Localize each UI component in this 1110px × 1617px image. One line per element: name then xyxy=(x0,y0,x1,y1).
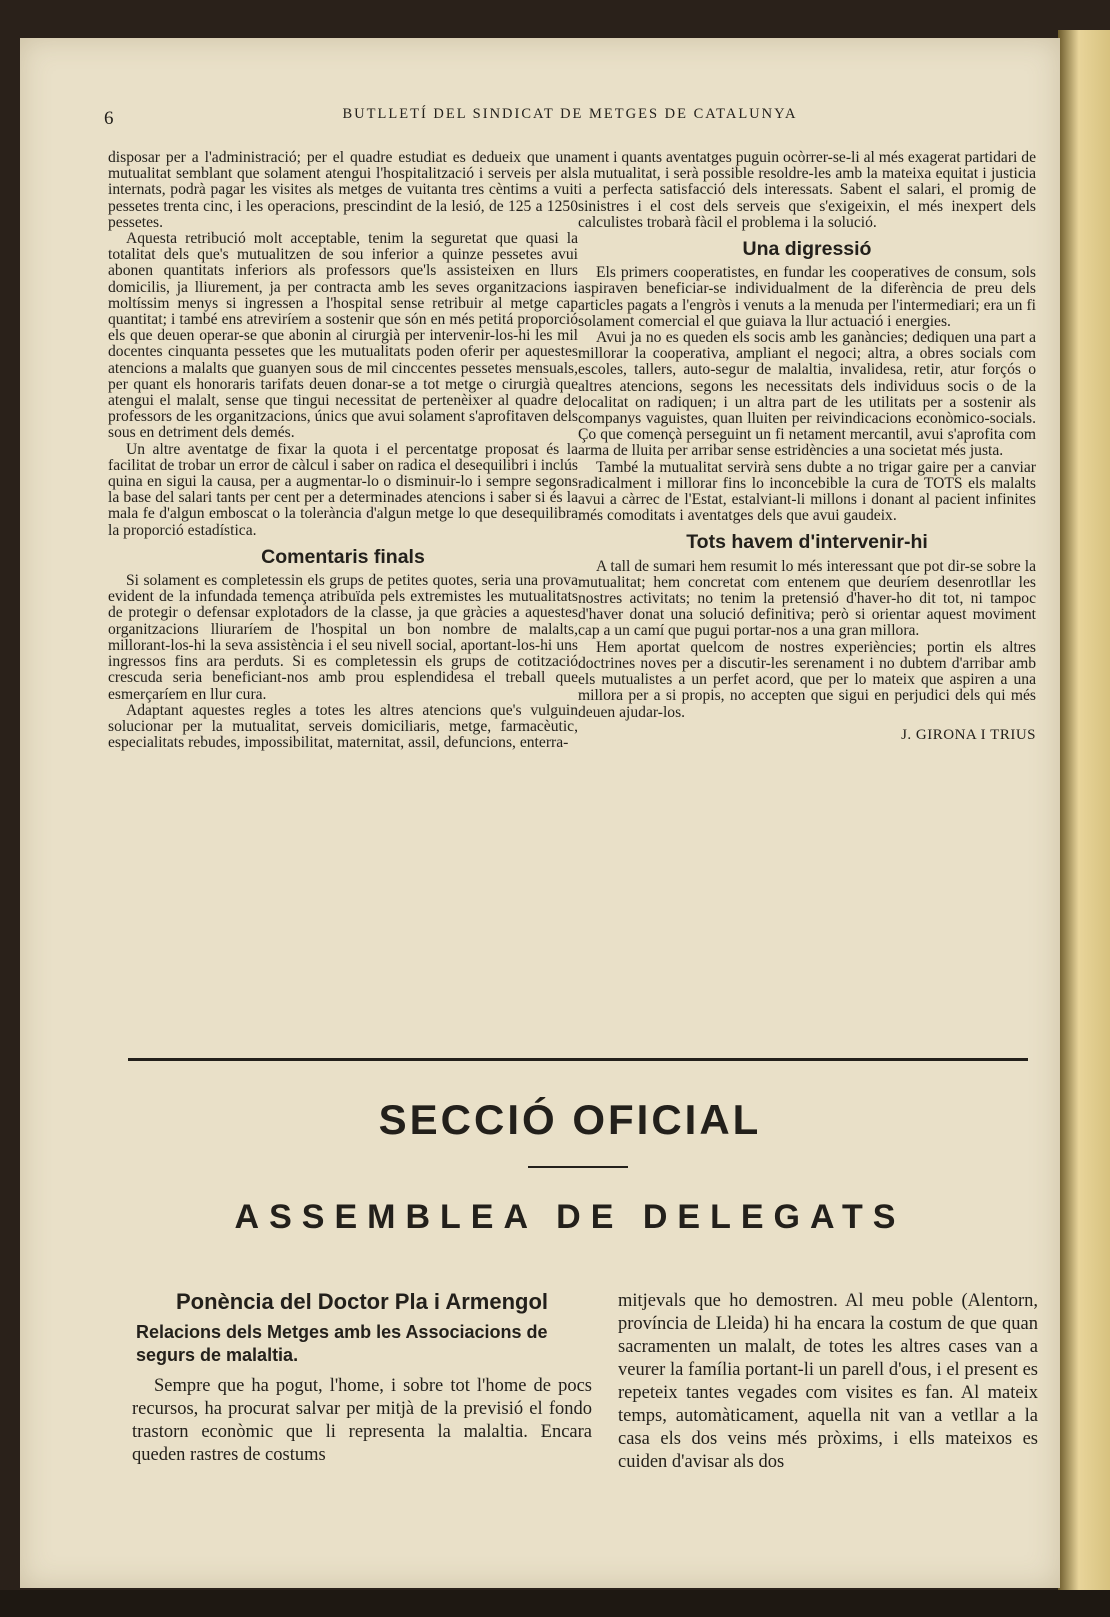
bottom-column-left xyxy=(132,1290,592,1467)
section-subtitle: ASSEMBLEA DE DELEGATS xyxy=(234,1198,906,1236)
paragraph: ment i quants aventatges puguin ocòrrer-se-li al més exagerat partidari de la mutualitat, i serà possible resoldre-les amb la mateixa equitat i justicia i a perfecta satisfacció dels interessats. Sabent el salari, el promig de sinistres i el cost dels serveis que s'exigeixin, el més inexpert dels calculistes trobarà fàcil el problema i la solució. xyxy=(578,149,1036,231)
divider-rule xyxy=(128,1058,1028,1061)
paragraph: Els primers cooperatistes, en fundar les cooperatives de consum, sols aspiraven beneficiar-se individualment de la diferència de preu dels articles pagats a l'engròs i venuts a la menuda per l'intermediari; era un fi solament comercial el que guiava la llur actuació i energies. xyxy=(578,264,1036,330)
paragraph: Sempre que ha pogut, l'home, i sobre tot l'home de pocs recursos, ha procurat salvar per mitjà de la previsió el fondo trastorn econòmic que li representa la malaltia. Encara queden rastres de costums xyxy=(132,1376,592,1465)
article-heading: Ponència del Doctor Pla i Armengol xyxy=(175,1289,549,1314)
page-number: 6 xyxy=(104,108,114,129)
document-page xyxy=(20,38,1060,1588)
paragraph: A tall de sumari hem resumit lo més interessant que pot dir-se sobre la mutualitat; hem concretat com entenem que deuríem desenrotllar les nostres activitats; no tenim la pretensió d'haver-ho dit tot, ni tampoc d'haver donat una solució definitiva; però si orientar aquest moviment cap a un camí que pugui portar-nos a una gran millora. xyxy=(578,557,1036,640)
paragraph: Hem aportat quelcom de nostres experiències; portin els altres doctrines noves per a discutir-les serenament i no dubtem d'arribar amb els mutualistes a un perfet acord, que per lo mateix que aspiren a una millora per a si propis, no accepten que sigui en perjudici dels qui més deuen ajudar-los. xyxy=(578,638,1036,721)
author-signature: J. GIRONA I TRIUS xyxy=(901,726,1036,743)
column-left xyxy=(108,150,578,751)
scan-background xyxy=(0,1590,1110,1617)
section-title: SECCIÓ OFICIAL xyxy=(378,1096,762,1143)
article-subheading: Relacions dels Metges amb les Associacions de segurs de malaltia. xyxy=(136,1322,548,1365)
paragraph: disposar per a l'administració; per el quadre estudiat es dedueix que una mutualitat semblant que solament atengui l'hospitalització i serveis per als internats, podrà pagar les visites als metges de vuitanta tres cèntims a vuit pessetes trenta cinc, i les operacions, prescindint de la lesió, de 125 a 1250 pessetes. xyxy=(108,149,578,231)
section-heading: Tots havem d'intervenir-hi xyxy=(686,531,928,554)
bottom-column-right xyxy=(618,1290,1038,1474)
column-right xyxy=(578,150,1036,743)
running-title: BUTLLETÍ DEL SINDICAT DE METGES DE CATALUNYA xyxy=(342,106,798,122)
book-fore-edge xyxy=(1058,30,1110,1617)
paragraph: També la mutualitat servirà sens dubte a no trigar gaire per a canviar radicalment i millorar fins lo inconcebible la cura de TOTS els malalts avui a càrrec de l'Estat, estalviant-li millons i donant al pacient infinites més comoditats i aventatges dels que avui gaudeix. xyxy=(578,458,1036,525)
section-heading: Comentaris finals xyxy=(261,545,425,568)
section-heading: Una digressió xyxy=(742,238,872,261)
paragraph: Si solament es completessin els grups de petites quotes, seria una prova evident de la infundada temença atribuïda pels extremistes les mutualitats de protegir o defensar explotadors de la classe, ja que gràcies a aquestes organitzacions lliuraríem de l'hospital un bon nombre de malalts, millorant-los-hi la seva assistència i el seu nivell social, aportant-los-hi uns ingressos fins ara perduts. Si es completessin els grups de cotització crescuda seria beneficiant-nos amb prou esplendidesa el treball que esmerçaríem en llur cura. xyxy=(108,572,578,703)
paragraph: Avui ja no es queden els socis amb les ganàncies; dediquen una part a millorar la cooperativa, ampliant el negoci; altra, a obres socials com escoles, tallers, auto-segur de malaltia, invalidesa, retir, atur forçós o altres atencions, segons les necessitats dels individuus socis o de la localitat on radiquen; i un altra part de les utilitats per a sostenir als companys vaguistes, quan lluiten per reivindicacions econòmico-socials. Ço que començà perseguint un fi netament mercantil, avui s'aprofita com arma de lluita per arribar sense estridències a una societat més justa. xyxy=(578,329,1036,460)
paragraph: mitjevals que ho demostren. Al meu poble (Alentorn, província de Lleida) hi ha encara la costum de que quan sacramenten un malalt, de totes les altres cases van a veurer la família portant-li un parell d'ous, i el present es repeteix tantes vegades com visites es fan. Al mateix temps, automàticament, aquella nit van a vetllar a la casa els dos veins més pròxims, i ells mateixos es cuiden d'avisar als dos xyxy=(618,1291,1038,1472)
paragraph: Aquesta retribució molt acceptable, tenim la seguretat que quasi la totalitat dels que's mutualitzen de sou inferior a quinze pessetes avui abonen quantitats inferiors als professors que'ls assisteixen en llurs domicilis, ja lliurement, ja per contracta amb les seves organitzacions i moltíssim menys si ingressen a l'hospital sense retribuir al metge cap quantitat; i també ens atreviríem a sostenir que són en més petitá proporció els que deuen operar-se que abonin al cirurgià per intervenir-los-hi les mil docentes cinquanta pessetes que les mutualitats poden oferir per aquestes atencions a malalts que guanyen sous de mil cinccentes pessetes mensuals, per quant els honoraris tarifats deuen donar-se a tot metge o cirurgià que atengui el malalt, sense que tingui necessitat de pertenèixer al quadre de professors de les organitzacions, únics que avui solament s'aprofitaven dels sous en detriment dels demés. xyxy=(108,230,578,442)
divider-short xyxy=(528,1166,628,1168)
paragraph: Un altre aventatge de fixar la quota i el percentatge proposat és la facilitat de trobar un error de càlcul i saber on radica el desequilibri i inclús quina en sigui la causa, per a augmentar-lo o disminuir-lo i sempre segons la base del salari tants per cent per a determinades atencions i saber si és la mala fe d'algun emboscat o la tolerància d'algun metge lo que desequilibra la proporció estadística. xyxy=(108,440,578,539)
paragraph: Adaptant aquestes regles a totes les altres atencions que's vulguin solucionar per la mutualitat, serveis domiciliaris, metge, farmacèutic, especialitats rebudes, impossibilitat, maternitat, assil, defuncions, enterra- xyxy=(108,701,578,752)
